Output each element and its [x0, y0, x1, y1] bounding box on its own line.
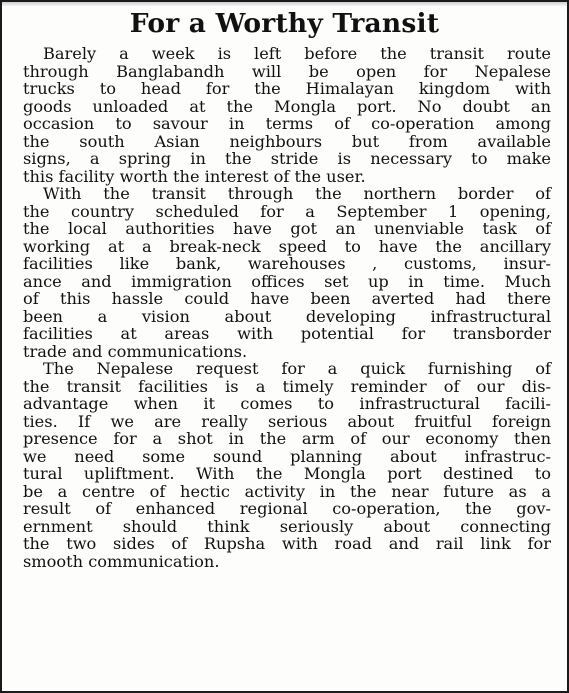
text-line: of this hassle could have been averted had there	[23, 289, 551, 308]
text-line: With the transit through the northern border of	[43, 184, 551, 203]
text-line: trade and communications.	[23, 341, 248, 361]
text-line: the transit facilities is a timely reminder of our dis-	[23, 376, 551, 396]
text-line: the two sides of Rupsha with road and rail link for	[23, 534, 551, 553]
paragraph-2	[23, 185, 551, 360]
text-line: advantage when it comes to infrastructural facili-	[23, 394, 551, 413]
text-line: occasion to savour in terms of co-operation among	[23, 114, 551, 133]
text-line: we need some sound planning about infrastruc-	[23, 446, 551, 466]
text-line: working at a break-neck speed to have the ancillary	[23, 236, 551, 256]
text-line: presence for a shot in the arm of our economy then	[23, 429, 551, 448]
text-line: ance and immigration offices set up in time. Much	[23, 271, 551, 291]
text-line: the local authorities have got an unenviable task of	[23, 219, 551, 238]
text-line: the country scheduled for a September 1 opening,	[23, 201, 551, 221]
text-line: result of enhanced regional co-operation, the gov-	[23, 499, 551, 518]
text-line: signs, a spring in the stride is necessary to make	[23, 149, 551, 168]
text-line: smooth communication.	[23, 551, 220, 571]
text-line: ernment should think seriously about connecting	[23, 516, 551, 536]
text-line: goods unloaded at the Mongla port. No doubt an	[23, 96, 551, 116]
paragraph-1	[23, 45, 551, 185]
text-line: Barely a week is left before the transit route	[43, 44, 551, 63]
text-line: ties. If we are really serious about fruitful foreign	[23, 411, 551, 431]
text-line: this facility worth the interest of the user.	[23, 166, 366, 186]
text-line: been a vision about developing infrastructural	[23, 306, 551, 326]
text-line: facilities like bank, warehouses , customs, insur-	[23, 254, 551, 273]
text-line: trucks to head for the Himalayan kingdom with	[23, 79, 551, 98]
text-line: be a centre of hectic activity in the near future as a	[23, 481, 551, 501]
headline: For a Worthy Transit	[129, 8, 440, 39]
paragraph-3	[23, 360, 551, 570]
text-line: The Nepalese request for a quick furnishing of	[43, 359, 551, 378]
text-line: tural upliftment. With the Mongla port destined to	[23, 464, 551, 483]
torn-top-edge	[2, 2, 567, 6]
article-body	[23, 45, 551, 570]
text-line: through Banglabandh will be open for Nepalese	[23, 61, 551, 81]
text-line: facilities at areas with potential for transborder	[23, 324, 551, 343]
text-line: the south Asian neighbours but from available	[23, 131, 551, 151]
